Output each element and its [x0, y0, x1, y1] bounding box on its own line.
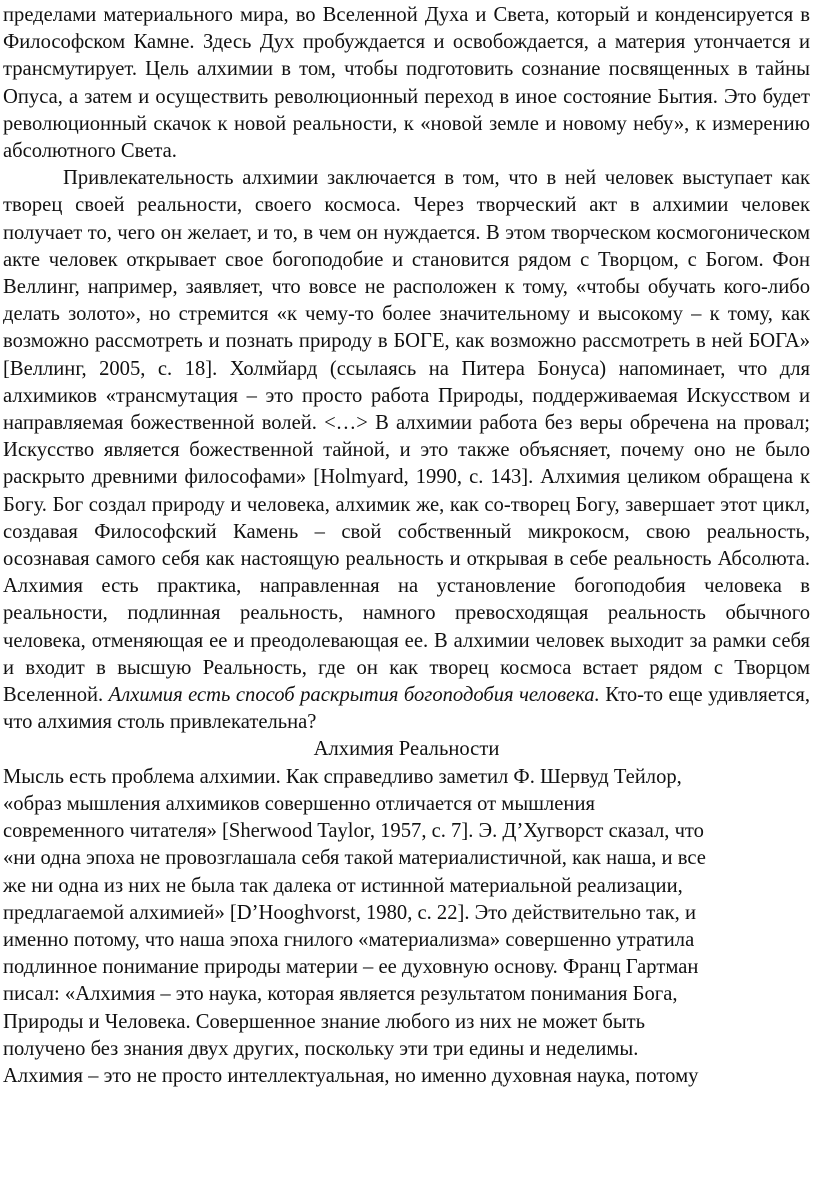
text-line: подлинное понимание природы материи – ее духовную основу. Франц Гартман [3, 956, 699, 979]
paragraph-alchemy-appeal-text: Привлекательность алхимии заключается в том, что в ней человек выступает как творец своей реальности, своего космоса. Через творческий акт в алхимии человек получает то, чего он желает, и то, в чем он нуждается. В этом творческом космогоническом акте человек открывает свое богоподобие и становится рядом с Творцом, с Богом. Фон Веллинг, например, заявляет, что вовсе не расположен к тому, «чтобы обучать кого-либо делать золото», но стремится «к чему-то более значительному и высокому – к тому, как возможно рассмотреть и познать природу в БОГЕ, как возможно рассмотреть в ней БОГА» [Веллинг, 2005, с. 18]. Холмйард (ссылаясь на Питера Бонуса) напоминает, что для алхимиков «трансмутация – это просто работа Природы, поддерживаемая Искусством и направляемая божественной волей. <…> В алхимии работа без веры обречена на провал; Искусство является божественной тайной, и это также объясняет, почему оно не было раскрыто древними философами» [Holmyard, 1990, с. 143]. Алхимия целиком обращена к Богу. Бог создал природу и человека, алхимик же, как со-творец Богу, завершает этот цикл, создавая Философский Камень – свой собственный микрокосм, свою реальность, осознавая самого себя как настоящую реальность и открывая в себе реальность Абсолюта. Алхимия есть практика, направленная на установление богоподобия человека в реальности, подлинная реальность, намного превосходящая реальность обычного человека, отменяющая ее и преодолевающая ее. В алхимии человек выходит за рамки себя и входит в высшую Реальность, где он как творец космоса встает рядом с Творцом Вселенной. [3, 167, 810, 707]
paragraph-alchemy-appeal [3, 165, 810, 736]
paragraph-alchemy-appeal-tail: Кто-то еще удивляется, что алхимия столь привлекательна? [3, 684, 811, 734]
text-line: Алхимия – это не просто интеллектуальная, но именно духовная наука, потому [3, 1064, 699, 1087]
text-line: «ни одна эпоха не провозглашала себя такой материалистичной, как наша, и все [3, 847, 706, 870]
text-line: «образ мышления алхимиков совершенно отличается от мышления [3, 792, 595, 815]
text-line: современного читателя» [Sherwood Taylor, 1957, с. 7]. Э. Д’Хугворст сказал, что [3, 820, 704, 843]
text-line: писал: «Алхимия – это наука, которая является результатом понимания Бога, [3, 983, 678, 1006]
text-line: же ни одна из них не была так далека от истинной материальной реализации, [3, 874, 683, 897]
paragraph-continued: пределами материального мира, во Вселенной Духа и Света, который и конденсируется в Философском Камне. Здесь Дух пробуждается и освобождается, а материя утончается и трансмутирует. Цель алхимии в том, чтобы подготовить сознание посвященных в тайны Опуса, а затем и осуществить революционный переход в иное состояние Бытия. Это будет революционный скачок к новой реальности, к «новой земле и новому небу», к измерению абсолютного Света. [3, 4, 810, 163]
text-line: предлагаемой алхимией» [D’Hooghvorst, 1980, с. 22]. Это действительно так, и [3, 901, 696, 924]
section-heading: Алхимия Реальности [313, 738, 500, 761]
text-line: Природы и Человека. Совершенное знание любого из них не может быть [3, 1010, 646, 1033]
text-line: Мысль есть проблема алхимии. Как справедливо заметил Ф. Шервуд Тейлор, [3, 765, 682, 788]
italic-emphasis: Алхимия есть способ раскрытия богоподобия человека. [108, 684, 600, 707]
paragraph-thought-problem [3, 764, 810, 1090]
text-line: именно потому, что наша эпоха гнилого «материализма» совершенно утратила [3, 928, 695, 951]
text-line: получено без знания двух других, поскольку эти три едины и неделимы. [3, 1037, 639, 1060]
